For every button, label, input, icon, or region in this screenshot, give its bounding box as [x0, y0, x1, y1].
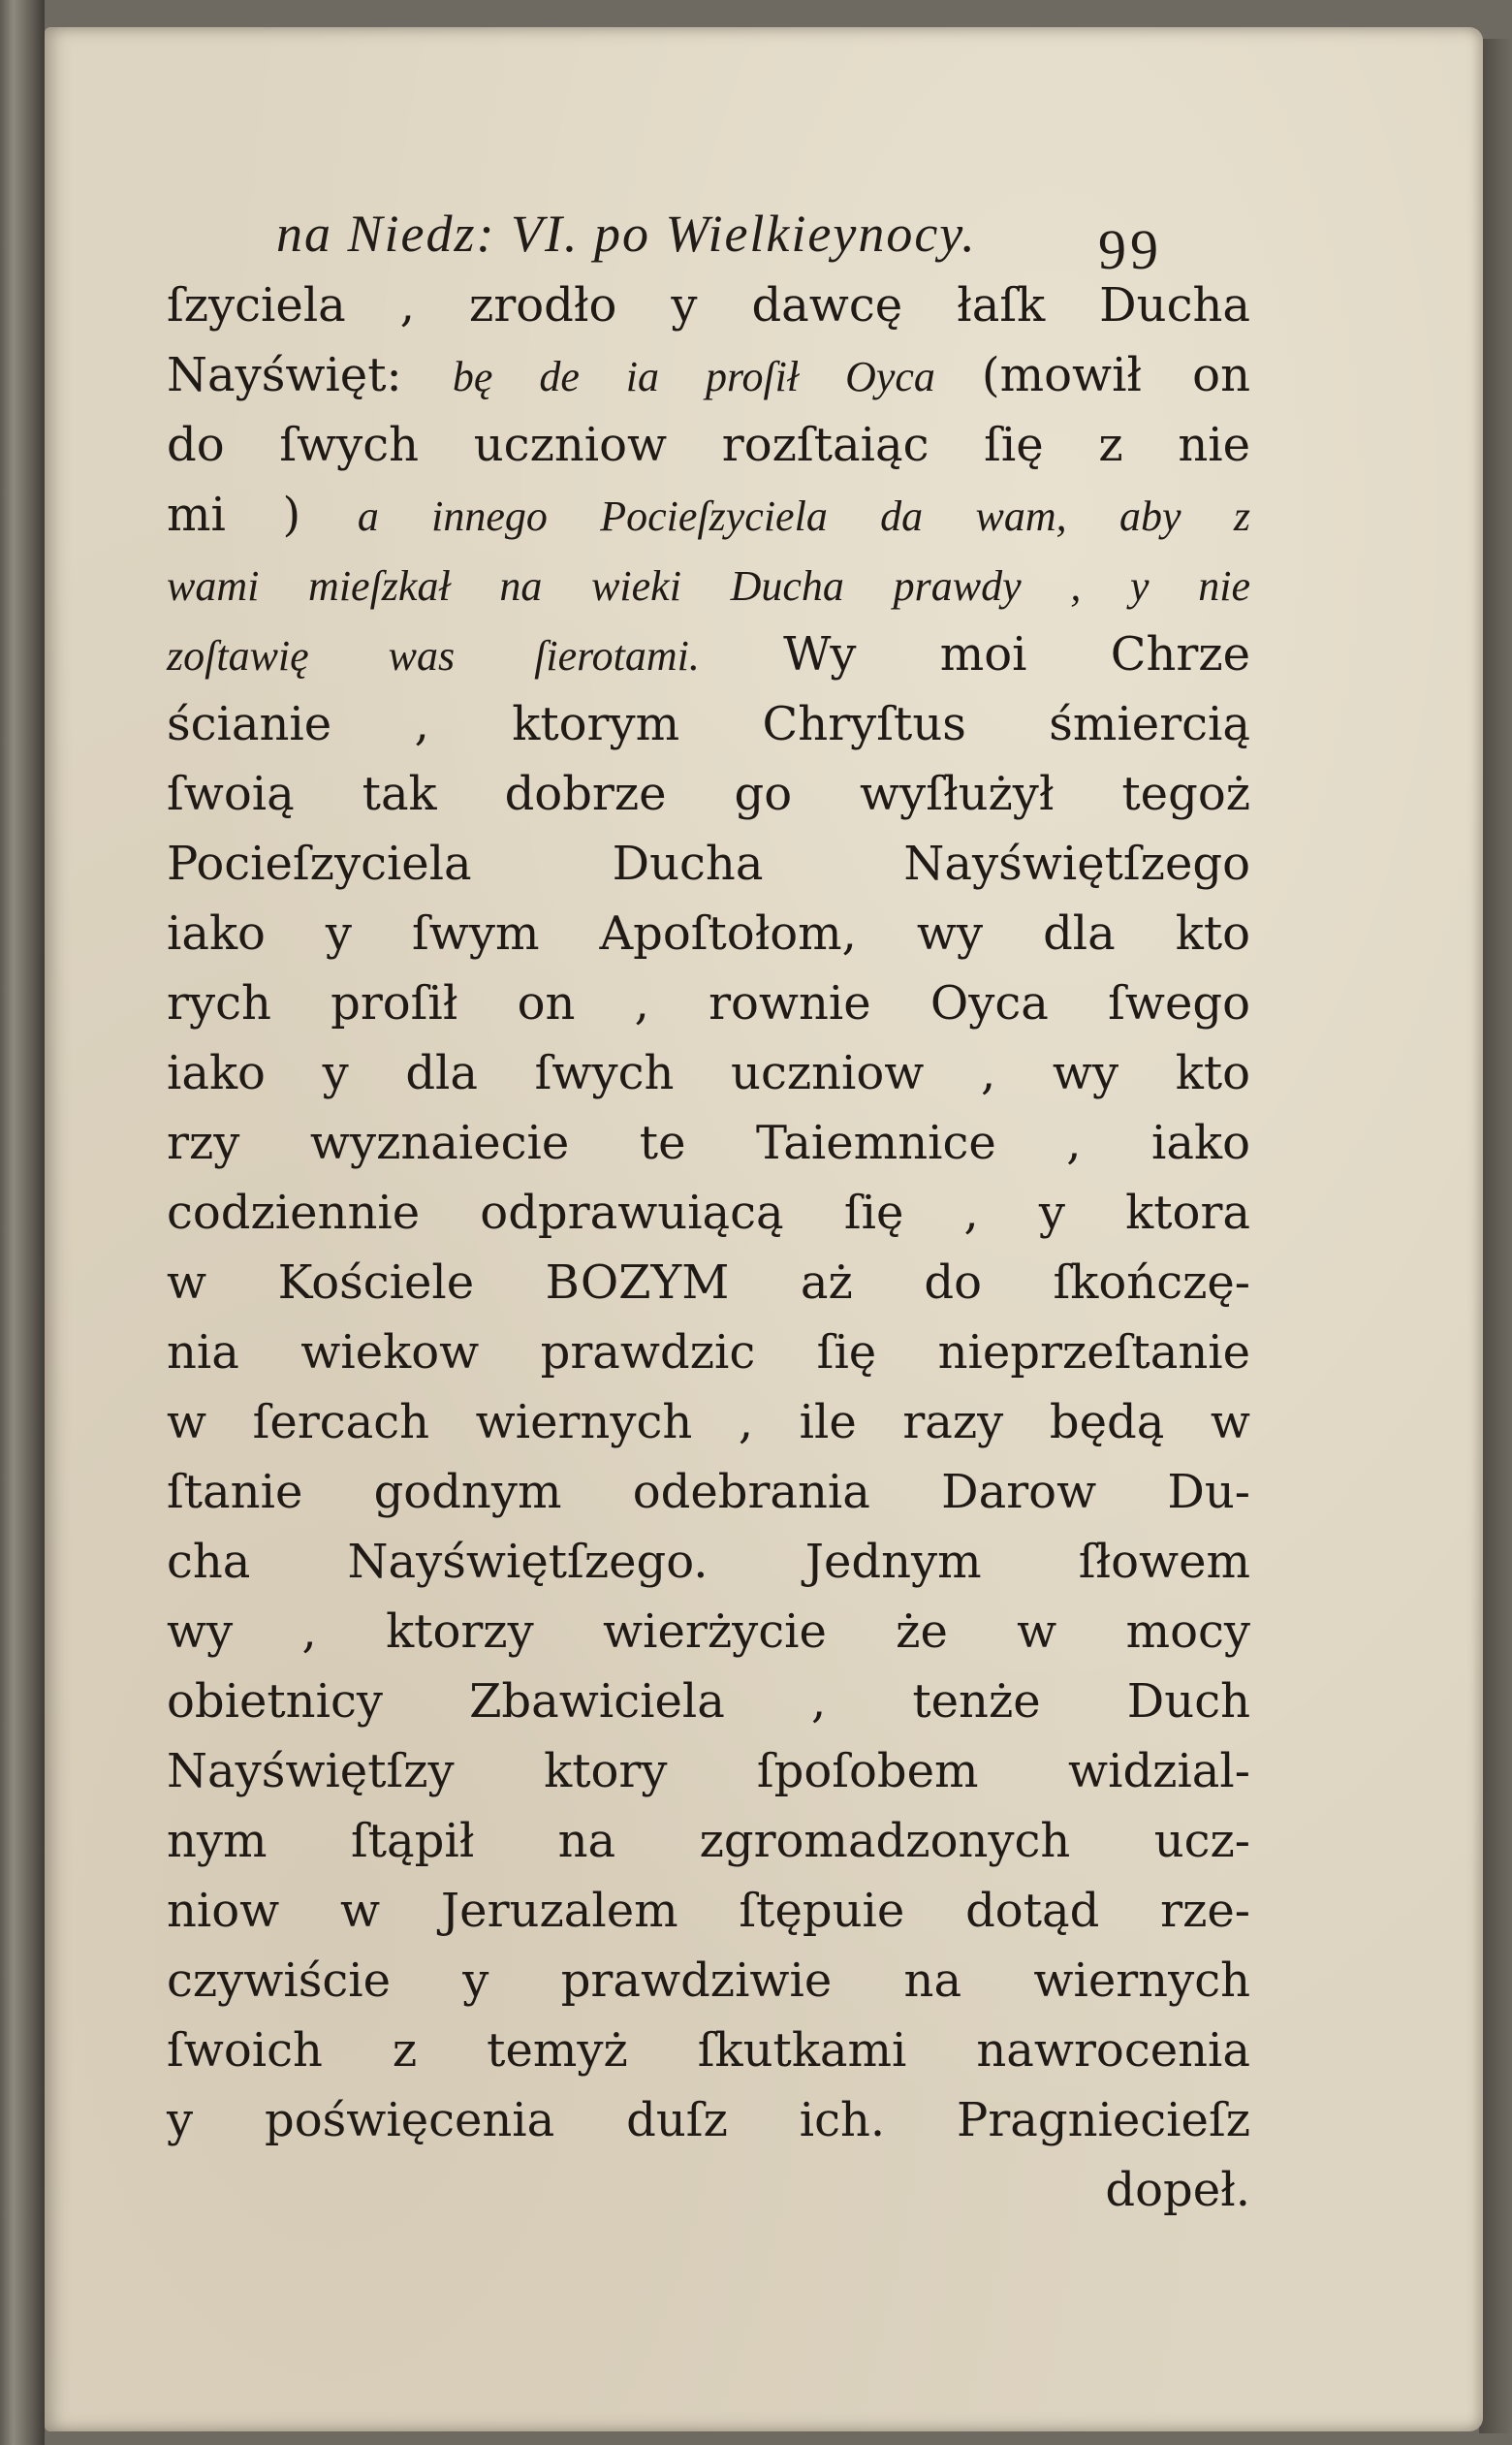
- text-segment: a innego Pocieſzyciela da wam, aby z: [357, 492, 1250, 540]
- text-line: [167, 1528, 1250, 1596]
- text-line: [167, 2086, 1250, 2154]
- text-line: [167, 341, 1250, 409]
- text-line: [167, 1598, 1250, 1666]
- text-segment: nym ſtąpił na zgromadzonych ucz-: [167, 1814, 1250, 1868]
- text-line: [167, 271, 1250, 339]
- text-line: [167, 1458, 1250, 1526]
- text-segment: niow w Jeruzalem ſtępuie dotąd rze-: [167, 1884, 1250, 1938]
- text-line: [167, 1109, 1250, 1177]
- text-line: [167, 900, 1250, 968]
- text-line: [167, 1737, 1250, 1805]
- text-segment: y poświęcenia duſz ich. Pragniecieſz: [167, 2093, 1250, 2147]
- text-line: [167, 1039, 1250, 1107]
- text-line: [167, 830, 1250, 898]
- text-line: [167, 969, 1250, 1037]
- text-segment: bę de ia proſił Oyca: [452, 353, 982, 400]
- text-segment: ſwoich z temyż ſkutkami nawrocenia: [167, 2023, 1250, 2078]
- text-segment: ſtanie godnym odebrania Darow Du-: [167, 1465, 1250, 1519]
- text-segment: codziennie odprawuiącą ſię , y ktora: [167, 1186, 1250, 1240]
- text-segment: ſzyciela , zrodło y dawcę łaſk Ducha: [167, 278, 1250, 333]
- text-line: [167, 411, 1250, 479]
- text-segment: w Kościele BOZYM aż do ſkończę-: [167, 1255, 1250, 1310]
- text-segment: iako y ſwym Apoſtołom, wy dla kto: [167, 906, 1250, 961]
- text-segment: nia wiekow prawdzic ſię nieprzeſtanie: [167, 1325, 1250, 1380]
- text-segment: zoſtawię was ſierotami.: [167, 632, 700, 680]
- text-segment: rych proſił on , rownie Oyca ſwego: [167, 976, 1250, 1031]
- running-head: [276, 204, 1197, 281]
- book-spine: [0, 0, 45, 2445]
- text-line: [167, 1807, 1250, 1875]
- text-segment: Pocieſzyciela Ducha Nayświętſzego: [167, 837, 1250, 891]
- text-segment: do ſwych uczniow rozſtaiąc ſię z nie: [167, 418, 1250, 472]
- text-line: [167, 1249, 1250, 1317]
- text-segment: wami mieſzkał na wieki Ducha prawdy , y nie: [167, 562, 1250, 610]
- text-line: [167, 1388, 1250, 1456]
- text-line: [167, 551, 1250, 619]
- text-line: [167, 481, 1250, 549]
- text-line: [167, 2016, 1250, 2084]
- text-line: [167, 620, 1250, 688]
- text-segment: cha Nayświętſzego. Jednym ſłowem: [167, 1535, 1250, 1589]
- text-line: [167, 1667, 1250, 1735]
- text-segment: iako y dla ſwych uczniow , wy kto: [167, 1046, 1250, 1100]
- text-segment: czywiście y prawdziwie na wiernych: [167, 1953, 1250, 2008]
- text-line: [167, 1877, 1250, 1945]
- text-segment: dopeł.: [1105, 2163, 1250, 2217]
- text-segment: ſwoią tak dobrze go wyſłużył tegoż: [167, 767, 1250, 821]
- text-line: [167, 690, 1250, 758]
- text-segment: rzy wyznaiecie te Taiemnice , iako: [167, 1116, 1250, 1170]
- text-segment: mi ): [167, 488, 358, 542]
- text-line: [167, 1179, 1250, 1247]
- text-segment: wy , ktorzy wierżycie że w mocy: [167, 1604, 1250, 1659]
- text-segment: Nayświęt:: [167, 348, 453, 402]
- text-line: [167, 760, 1250, 828]
- text-line: [167, 2156, 1250, 2224]
- text-segment: obietnicy Zbawiciela , tenże Duch: [167, 1674, 1250, 1729]
- text-segment: (mowił on: [981, 348, 1250, 402]
- text-line: [167, 1318, 1250, 1386]
- text-segment: ścianie , ktorym Chryſtus śmiercią: [167, 697, 1250, 751]
- text-segment: w ſercach wiernych , ile razy będą w: [167, 1395, 1250, 1449]
- page-edge-shadow: [1479, 39, 1512, 2433]
- page-number: 99: [1098, 218, 1162, 281]
- text-segment: Nayświętſzy ktory ſpoſobem widzial-: [167, 1744, 1250, 1798]
- text-segment: Wy moi Chrze: [699, 627, 1251, 682]
- running-head-title: na Niedz: VI. po Wielkieynocy.: [276, 205, 977, 263]
- text-line: [167, 1947, 1250, 2015]
